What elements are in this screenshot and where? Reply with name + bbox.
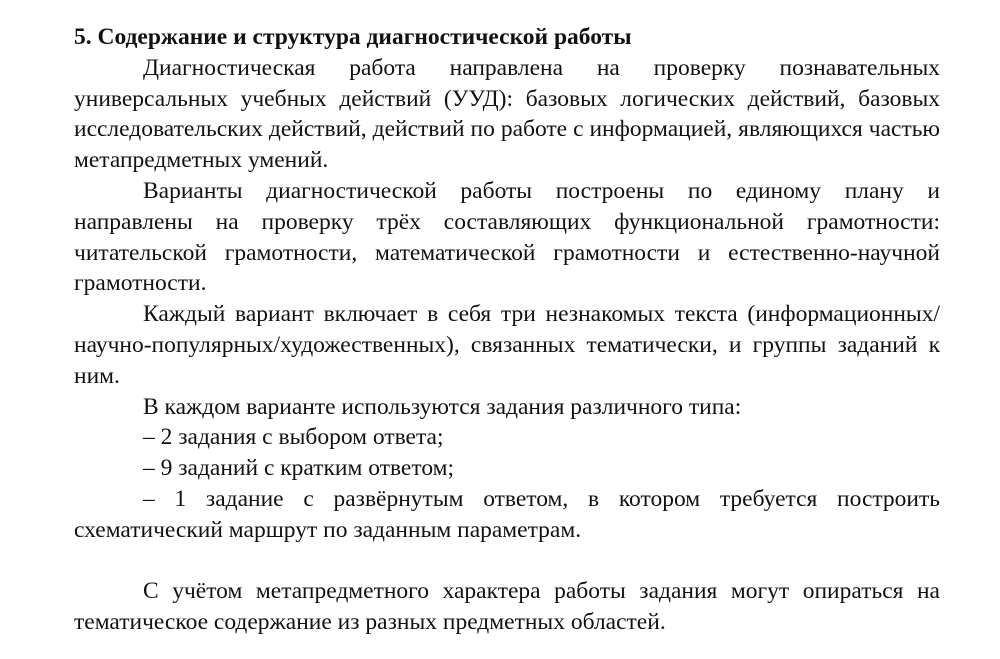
paragraph-task-types: В каждом варианте используются задания различного типа: (143, 393, 742, 420)
list-item-extended-answer-task: – 1 задание с развёрнутым ответом, в котором требуется построить схематический маршрут по заданным параметрам. (74, 485, 940, 543)
blank-line (74, 546, 940, 577)
list-item-short-answer-tasks: – 9 заданий с кратким ответом; (143, 455, 455, 482)
paragraph-variants: Варианты диагностической работы построены по единому плану и направлены на проверку трёх составляющих функциональной грамотности: читательской грамотности, математической грамотности и естественно-научной грамотности. (74, 177, 940, 297)
list-item-choice-tasks: – 2 задания с выбором ответа; (143, 424, 444, 451)
paragraph-purpose: Диагностическая работа направлена на проверку познавательных универсальных учебных действий (УУД): базовых логических действий, базовых исследовательских действий, действий по работе с информацией, являющихся частью метапредметных умений. (74, 54, 940, 174)
document-page (74, 22, 940, 638)
section-heading: 5. Содержание и структура диагностической работы (74, 24, 632, 50)
paragraph-texts: Каждый вариант включает в себя три незнакомых текста (информационных/научно-популярных/художественных), связанных тематически, и группы заданий к ним. (74, 301, 940, 389)
paragraph-closing: С учётом метапредметного характера работы задания могут опираться на тематическое содержание из разных предметных областей. (74, 578, 940, 636)
